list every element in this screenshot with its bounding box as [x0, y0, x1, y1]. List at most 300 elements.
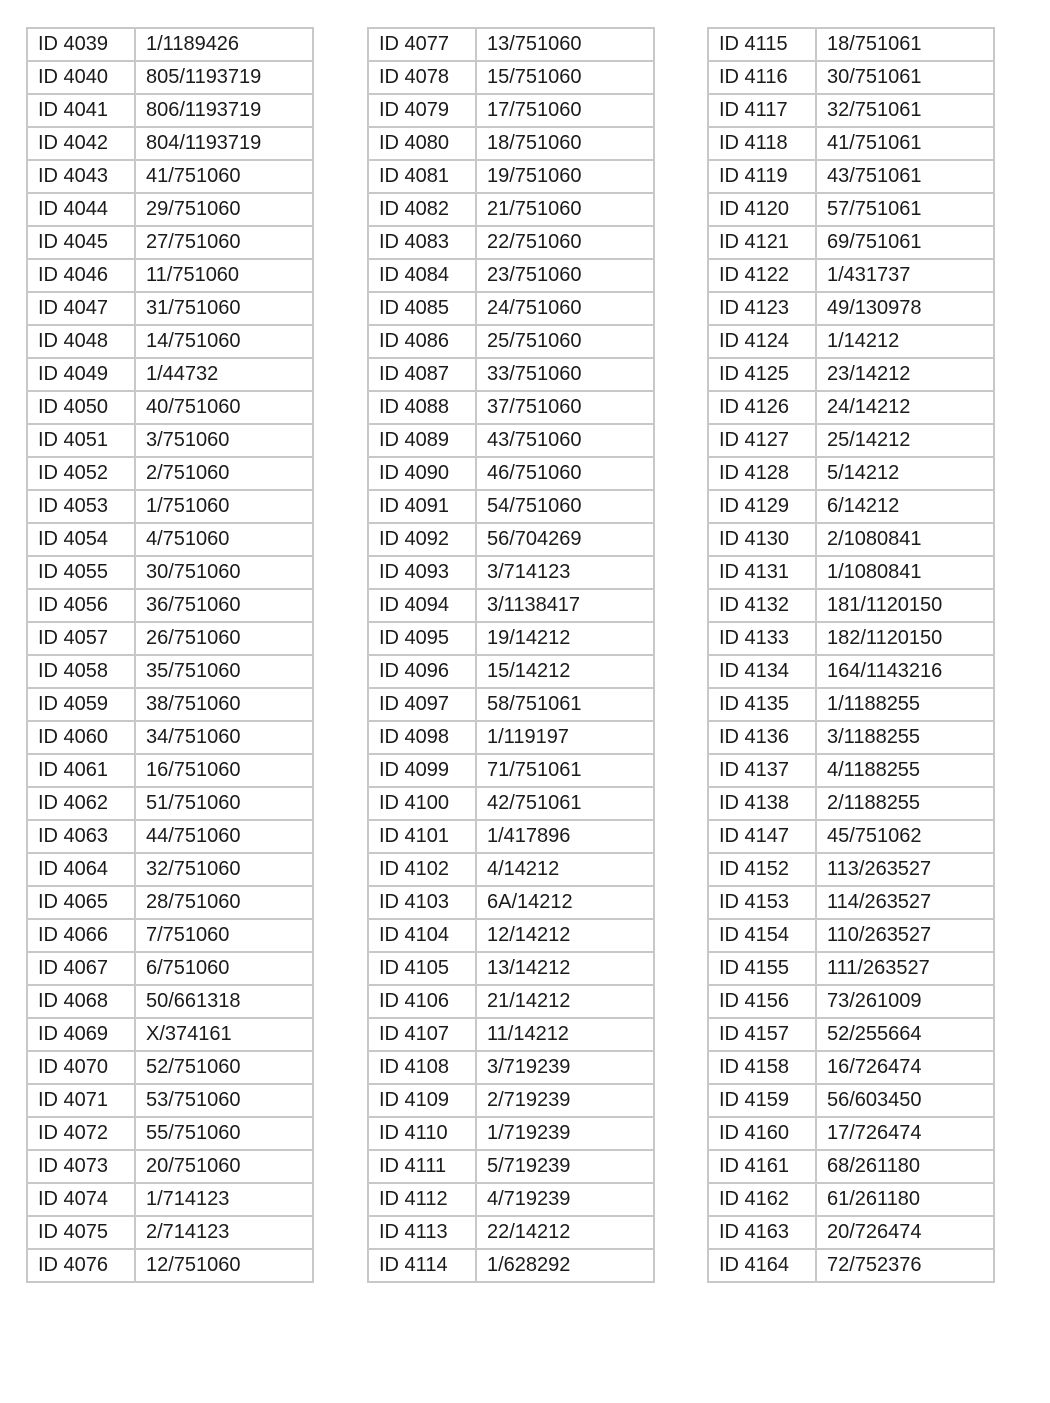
parcel-number-cell: 1/1188255 — [816, 688, 994, 721]
parcel-number-cell: 54/751060 — [476, 490, 654, 523]
table-row — [27, 391, 313, 424]
parcel-number-cell: 19/751060 — [476, 160, 654, 193]
id-cell: ID 4107 — [368, 1018, 476, 1051]
table-row — [368, 985, 654, 1018]
table-row — [368, 160, 654, 193]
parcel-number-cell: 17/726474 — [816, 1117, 994, 1150]
parcel-number-cell: 2/751060 — [135, 457, 313, 490]
parcel-number-cell: 182/1120150 — [816, 622, 994, 655]
parcel-number-cell: 23/14212 — [816, 358, 994, 391]
parcel-number-cell: 41/751060 — [135, 160, 313, 193]
parcel-number-cell: 52/751060 — [135, 1051, 313, 1084]
table-row — [368, 787, 654, 820]
table-row — [368, 127, 654, 160]
table-row — [708, 226, 994, 259]
table-row — [708, 424, 994, 457]
parcel-number-cell: 29/751060 — [135, 193, 313, 226]
id-cell: ID 4153 — [708, 886, 816, 919]
table-row — [708, 886, 994, 919]
parcel-number-cell: 40/751060 — [135, 391, 313, 424]
id-cell: ID 4050 — [27, 391, 135, 424]
id-cell: ID 4063 — [27, 820, 135, 853]
table-row — [27, 424, 313, 457]
table-row — [368, 589, 654, 622]
id-cell: ID 4084 — [368, 259, 476, 292]
table-row — [708, 457, 994, 490]
parcel-number-cell: 38/751060 — [135, 688, 313, 721]
table-row — [708, 1216, 994, 1249]
table-row — [27, 952, 313, 985]
parcel-number-cell: 32/751060 — [135, 853, 313, 886]
id-cell: ID 4111 — [368, 1150, 476, 1183]
parcel-number-cell: 18/751060 — [476, 127, 654, 160]
table-row — [27, 127, 313, 160]
table-row — [708, 358, 994, 391]
parcel-number-cell: 13/751060 — [476, 28, 654, 61]
id-cell: ID 4070 — [27, 1051, 135, 1084]
table-row — [708, 1117, 994, 1150]
id-cell: ID 4056 — [27, 589, 135, 622]
parcel-number-cell: 34/751060 — [135, 721, 313, 754]
parcel-number-cell: 22/14212 — [476, 1216, 654, 1249]
id-cell: ID 4121 — [708, 226, 816, 259]
table-row — [27, 28, 313, 61]
table-row — [27, 820, 313, 853]
table-row — [27, 919, 313, 952]
id-cell: ID 4047 — [27, 292, 135, 325]
parcel-number-cell: 6A/14212 — [476, 886, 654, 919]
table-row — [368, 1051, 654, 1084]
table-row — [708, 655, 994, 688]
id-cell: ID 4096 — [368, 655, 476, 688]
id-table-right — [707, 27, 995, 1283]
parcel-number-cell: 7/751060 — [135, 919, 313, 952]
id-cell: ID 4115 — [708, 28, 816, 61]
table-row — [27, 259, 313, 292]
id-cell: ID 4133 — [708, 622, 816, 655]
id-cell: ID 4160 — [708, 1117, 816, 1150]
table-body — [368, 28, 654, 1282]
table-row — [27, 94, 313, 127]
id-cell: ID 4116 — [708, 61, 816, 94]
id-cell: ID 4105 — [368, 952, 476, 985]
table-row — [368, 1183, 654, 1216]
id-cell: ID 4086 — [368, 325, 476, 358]
parcel-number-cell: 164/1143216 — [816, 655, 994, 688]
table-row — [708, 985, 994, 1018]
id-cell: ID 4100 — [368, 787, 476, 820]
parcel-number-cell: 21/14212 — [476, 985, 654, 1018]
id-cell: ID 4077 — [368, 28, 476, 61]
id-cell: ID 4126 — [708, 391, 816, 424]
parcel-number-cell: 17/751060 — [476, 94, 654, 127]
id-cell: ID 4157 — [708, 1018, 816, 1051]
parcel-number-cell: 19/14212 — [476, 622, 654, 655]
id-cell: ID 4076 — [27, 1249, 135, 1282]
parcel-number-cell: 73/261009 — [816, 985, 994, 1018]
id-cell: ID 4085 — [368, 292, 476, 325]
parcel-number-cell: 13/14212 — [476, 952, 654, 985]
parcel-number-cell: 28/751060 — [135, 886, 313, 919]
id-cell: ID 4164 — [708, 1249, 816, 1282]
id-cell: ID 4094 — [368, 589, 476, 622]
parcel-number-cell: 31/751060 — [135, 292, 313, 325]
table-row — [368, 325, 654, 358]
parcel-number-cell: 61/261180 — [816, 1183, 994, 1216]
parcel-number-cell: 15/751060 — [476, 61, 654, 94]
id-cell: ID 4073 — [27, 1150, 135, 1183]
parcel-number-cell: 15/14212 — [476, 655, 654, 688]
table-row — [27, 787, 313, 820]
id-cell: ID 4099 — [368, 754, 476, 787]
table-row — [708, 1183, 994, 1216]
parcel-number-cell: 806/1193719 — [135, 94, 313, 127]
table-row — [708, 61, 994, 94]
parcel-number-cell: 1/1080841 — [816, 556, 994, 589]
id-cell: ID 4064 — [27, 853, 135, 886]
table-body — [708, 28, 994, 1282]
id-cell: ID 4089 — [368, 424, 476, 457]
table-row — [708, 1150, 994, 1183]
parcel-number-cell: 2/1188255 — [816, 787, 994, 820]
id-cell: ID 4051 — [27, 424, 135, 457]
table-body — [27, 28, 313, 1282]
id-cell: ID 4059 — [27, 688, 135, 721]
id-cell: ID 4080 — [368, 127, 476, 160]
id-cell: ID 4074 — [27, 1183, 135, 1216]
parcel-number-cell: 68/261180 — [816, 1150, 994, 1183]
id-cell: ID 4101 — [368, 820, 476, 853]
table-row — [27, 1018, 313, 1051]
table-row — [368, 820, 654, 853]
table-row — [368, 193, 654, 226]
parcel-number-cell: 30/751060 — [135, 556, 313, 589]
parcel-number-cell: 46/751060 — [476, 457, 654, 490]
id-cell: ID 4154 — [708, 919, 816, 952]
id-cell: ID 4072 — [27, 1117, 135, 1150]
table-row — [708, 589, 994, 622]
table-row — [27, 985, 313, 1018]
table-row — [708, 160, 994, 193]
table-row — [708, 1018, 994, 1051]
parcel-number-cell: 30/751061 — [816, 61, 994, 94]
table-row — [27, 1150, 313, 1183]
parcel-number-cell: 6/14212 — [816, 490, 994, 523]
table-row — [368, 424, 654, 457]
id-cell: ID 4120 — [708, 193, 816, 226]
id-cell: ID 4137 — [708, 754, 816, 787]
id-cell: ID 4112 — [368, 1183, 476, 1216]
id-cell: ID 4093 — [368, 556, 476, 589]
id-cell: ID 4125 — [708, 358, 816, 391]
table-row — [368, 292, 654, 325]
id-cell: ID 4132 — [708, 589, 816, 622]
table-row — [368, 259, 654, 292]
id-cell: ID 4049 — [27, 358, 135, 391]
table-row — [368, 490, 654, 523]
id-cell: ID 4066 — [27, 919, 135, 952]
table-row — [708, 754, 994, 787]
parcel-number-cell: 12/751060 — [135, 1249, 313, 1282]
table-row — [708, 523, 994, 556]
table-row — [27, 721, 313, 754]
id-cell: ID 4095 — [368, 622, 476, 655]
id-cell: ID 4124 — [708, 325, 816, 358]
parcel-number-cell: 2/1080841 — [816, 523, 994, 556]
id-cell: ID 4079 — [368, 94, 476, 127]
id-cell: ID 4078 — [368, 61, 476, 94]
table-row — [708, 1249, 994, 1282]
table-row — [708, 127, 994, 160]
parcel-number-cell: 1/417896 — [476, 820, 654, 853]
table-row — [368, 754, 654, 787]
parcel-number-cell: 16/751060 — [135, 754, 313, 787]
id-cell: ID 4119 — [708, 160, 816, 193]
table-row — [708, 853, 994, 886]
id-cell: ID 4129 — [708, 490, 816, 523]
table-row — [368, 919, 654, 952]
table-row — [708, 820, 994, 853]
parcel-number-cell: 1/628292 — [476, 1249, 654, 1282]
parcel-number-cell: 5/719239 — [476, 1150, 654, 1183]
table-row — [708, 1084, 994, 1117]
table-row — [27, 193, 313, 226]
id-cell: ID 4092 — [368, 523, 476, 556]
table-row — [368, 1216, 654, 1249]
id-cell: ID 4103 — [368, 886, 476, 919]
parcel-number-cell: 16/726474 — [816, 1051, 994, 1084]
id-cell: ID 4055 — [27, 556, 135, 589]
id-cell: ID 4045 — [27, 226, 135, 259]
table-row — [27, 556, 313, 589]
table-row — [368, 688, 654, 721]
id-cell: ID 4039 — [27, 28, 135, 61]
table-row — [368, 457, 654, 490]
table-row — [368, 1249, 654, 1282]
table-row — [708, 919, 994, 952]
parcel-number-cell: 27/751060 — [135, 226, 313, 259]
parcel-number-cell: 4/14212 — [476, 853, 654, 886]
parcel-number-cell: 20/751060 — [135, 1150, 313, 1183]
id-cell: ID 4134 — [708, 655, 816, 688]
id-cell: ID 4068 — [27, 985, 135, 1018]
id-cell: ID 4062 — [27, 787, 135, 820]
id-cell: ID 4091 — [368, 490, 476, 523]
parcel-number-cell: 12/14212 — [476, 919, 654, 952]
parcel-number-cell: 3/719239 — [476, 1051, 654, 1084]
table-row — [368, 1018, 654, 1051]
parcel-number-cell: 51/751060 — [135, 787, 313, 820]
table-row — [708, 556, 994, 589]
parcel-number-cell: 1/44732 — [135, 358, 313, 391]
parcel-number-cell: 1/119197 — [476, 721, 654, 754]
parcel-number-cell: 22/751060 — [476, 226, 654, 259]
parcel-number-cell: 113/263527 — [816, 853, 994, 886]
table-row — [368, 391, 654, 424]
table-row — [27, 490, 313, 523]
parcel-number-cell: 1/719239 — [476, 1117, 654, 1150]
parcel-number-cell: 14/751060 — [135, 325, 313, 358]
id-cell: ID 4060 — [27, 721, 135, 754]
parcel-number-cell: 3/1188255 — [816, 721, 994, 754]
table-row — [27, 655, 313, 688]
table-row — [27, 853, 313, 886]
table-row — [368, 358, 654, 391]
id-cell: ID 4106 — [368, 985, 476, 1018]
parcel-number-cell: 18/751061 — [816, 28, 994, 61]
parcel-number-cell: X/374161 — [135, 1018, 313, 1051]
table-row — [27, 1117, 313, 1150]
id-cell: ID 4088 — [368, 391, 476, 424]
parcel-number-cell: 69/751061 — [816, 226, 994, 259]
parcel-number-cell: 53/751060 — [135, 1084, 313, 1117]
table-row — [368, 226, 654, 259]
table-row — [27, 325, 313, 358]
parcel-number-cell: 11/751060 — [135, 259, 313, 292]
id-cell: ID 4138 — [708, 787, 816, 820]
table-row — [27, 358, 313, 391]
table-row — [27, 1183, 313, 1216]
parcel-number-cell: 21/751060 — [476, 193, 654, 226]
table-row — [27, 1249, 313, 1282]
table-row — [708, 688, 994, 721]
table-row — [27, 589, 313, 622]
id-cell: ID 4152 — [708, 853, 816, 886]
parcel-number-cell: 3/714123 — [476, 556, 654, 589]
parcel-number-cell: 37/751060 — [476, 391, 654, 424]
parcel-number-cell: 114/263527 — [816, 886, 994, 919]
table-row — [368, 721, 654, 754]
parcel-number-cell: 24/751060 — [476, 292, 654, 325]
parcel-number-cell: 49/130978 — [816, 292, 994, 325]
table-row — [368, 1117, 654, 1150]
parcel-number-cell: 58/751061 — [476, 688, 654, 721]
id-cell: ID 4057 — [27, 622, 135, 655]
table-row — [27, 1051, 313, 1084]
id-cell: ID 4131 — [708, 556, 816, 589]
parcel-number-cell: 71/751061 — [476, 754, 654, 787]
parcel-number-cell: 26/751060 — [135, 622, 313, 655]
table-row — [368, 853, 654, 886]
parcel-number-cell: 56/704269 — [476, 523, 654, 556]
id-cell: ID 4110 — [368, 1117, 476, 1150]
table-row — [368, 1084, 654, 1117]
id-cell: ID 4048 — [27, 325, 135, 358]
parcel-number-cell: 1/431737 — [816, 259, 994, 292]
id-cell: ID 4090 — [368, 457, 476, 490]
id-cell: ID 4087 — [368, 358, 476, 391]
table-row — [708, 292, 994, 325]
id-cell: ID 4130 — [708, 523, 816, 556]
parcel-number-cell: 33/751060 — [476, 358, 654, 391]
table-row — [708, 721, 994, 754]
id-cell: ID 4058 — [27, 655, 135, 688]
id-cell: ID 4102 — [368, 853, 476, 886]
parcel-number-cell: 41/751061 — [816, 127, 994, 160]
parcel-number-cell: 43/751060 — [476, 424, 654, 457]
table-row — [368, 28, 654, 61]
id-cell: ID 4127 — [708, 424, 816, 457]
id-cell: ID 4104 — [368, 919, 476, 952]
id-cell: ID 4136 — [708, 721, 816, 754]
parcel-number-cell: 32/751061 — [816, 94, 994, 127]
table-row — [27, 886, 313, 919]
id-cell: ID 4159 — [708, 1084, 816, 1117]
id-cell: ID 4054 — [27, 523, 135, 556]
table-row — [27, 61, 313, 94]
parcel-number-cell: 35/751060 — [135, 655, 313, 688]
id-cell: ID 4052 — [27, 457, 135, 490]
table-row — [708, 952, 994, 985]
id-cell: ID 4069 — [27, 1018, 135, 1051]
table-row — [27, 226, 313, 259]
parcel-number-cell: 805/1193719 — [135, 61, 313, 94]
id-cell: ID 4082 — [368, 193, 476, 226]
table-row — [27, 1216, 313, 1249]
id-cell: ID 4046 — [27, 259, 135, 292]
table-row — [368, 622, 654, 655]
parcel-number-cell: 25/14212 — [816, 424, 994, 457]
table-row — [27, 292, 313, 325]
parcel-number-cell: 20/726474 — [816, 1216, 994, 1249]
id-cell: ID 4071 — [27, 1084, 135, 1117]
id-cell: ID 4040 — [27, 61, 135, 94]
id-cell: ID 4113 — [368, 1216, 476, 1249]
parcel-number-cell: 181/1120150 — [816, 589, 994, 622]
parcel-number-cell: 44/751060 — [135, 820, 313, 853]
table-row — [27, 160, 313, 193]
parcel-number-cell: 1/751060 — [135, 490, 313, 523]
parcel-number-cell: 56/603450 — [816, 1084, 994, 1117]
id-cell: ID 4118 — [708, 127, 816, 160]
table-row — [708, 325, 994, 358]
parcel-number-cell: 11/14212 — [476, 1018, 654, 1051]
table-row — [27, 622, 313, 655]
id-cell: ID 4158 — [708, 1051, 816, 1084]
id-cell: ID 4065 — [27, 886, 135, 919]
parcel-number-cell: 1/714123 — [135, 1183, 313, 1216]
table-row — [708, 391, 994, 424]
parcel-number-cell: 4/719239 — [476, 1183, 654, 1216]
table-row — [708, 28, 994, 61]
parcel-number-cell: 24/14212 — [816, 391, 994, 424]
id-table-middle — [367, 27, 655, 1283]
id-cell: ID 4123 — [708, 292, 816, 325]
parcel-number-cell: 3/1138417 — [476, 589, 654, 622]
parcel-number-cell: 2/719239 — [476, 1084, 654, 1117]
parcel-number-cell: 42/751061 — [476, 787, 654, 820]
id-cell: ID 4117 — [708, 94, 816, 127]
parcel-number-cell: 55/751060 — [135, 1117, 313, 1150]
table-row — [708, 1051, 994, 1084]
table-row — [368, 655, 654, 688]
id-cell: ID 4044 — [27, 193, 135, 226]
parcel-number-cell: 45/751062 — [816, 820, 994, 853]
id-cell: ID 4043 — [27, 160, 135, 193]
id-cell: ID 4163 — [708, 1216, 816, 1249]
id-cell: ID 4135 — [708, 688, 816, 721]
parcel-number-cell: 4/751060 — [135, 523, 313, 556]
parcel-number-cell: 23/751060 — [476, 259, 654, 292]
parcel-number-cell: 110/263527 — [816, 919, 994, 952]
id-cell: ID 4097 — [368, 688, 476, 721]
id-cell: ID 4042 — [27, 127, 135, 160]
id-cell: ID 4122 — [708, 259, 816, 292]
parcel-number-cell: 43/751061 — [816, 160, 994, 193]
table-row — [368, 886, 654, 919]
parcel-number-cell: 804/1193719 — [135, 127, 313, 160]
id-cell: ID 4108 — [368, 1051, 476, 1084]
